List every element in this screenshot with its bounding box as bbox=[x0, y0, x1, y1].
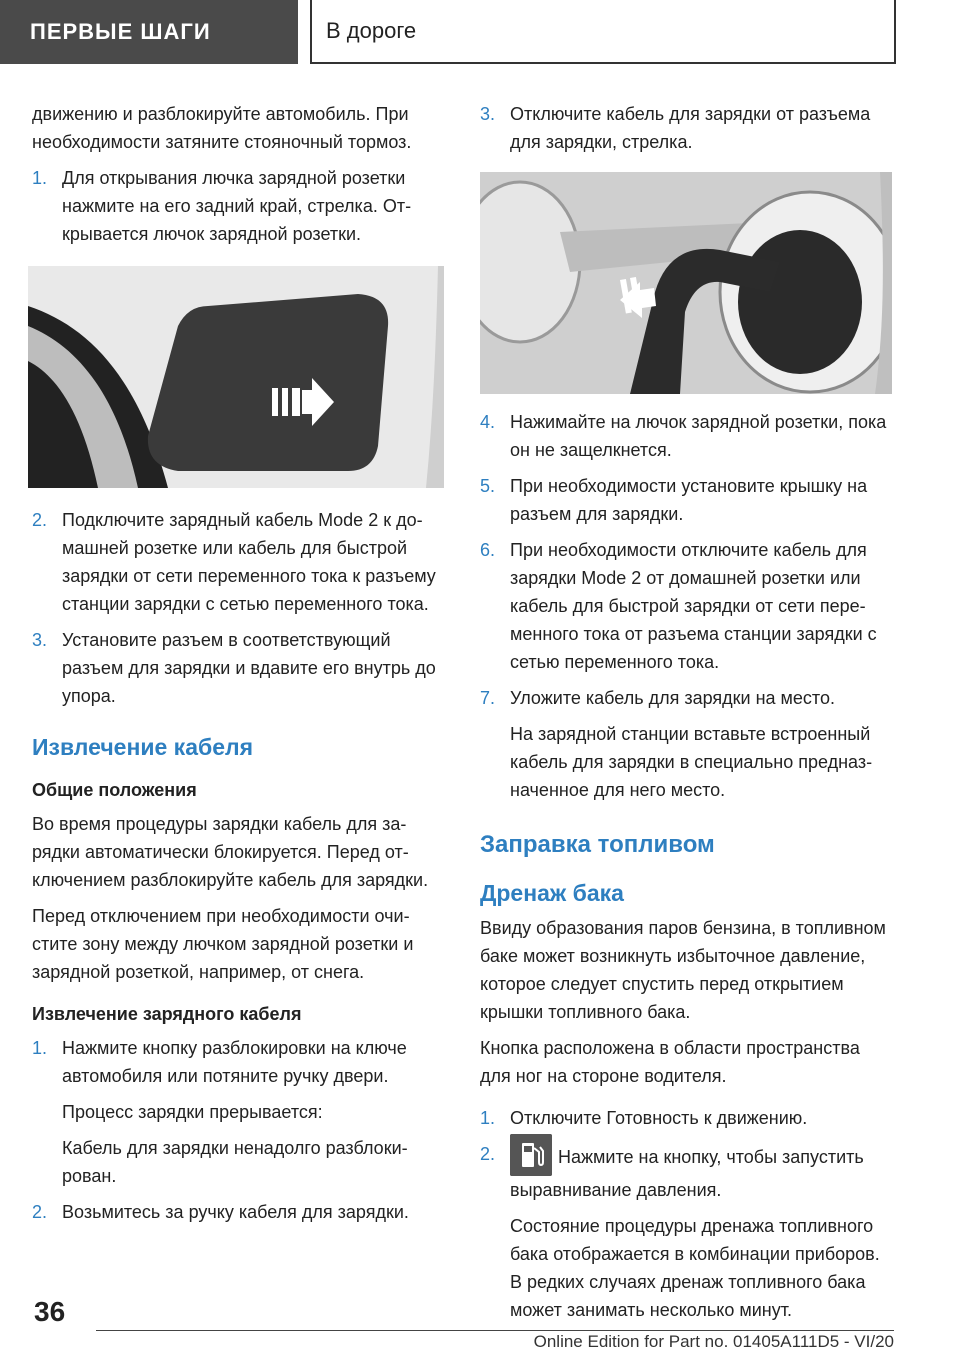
step-text: Отключите кабель для зарядки от разъема для зарядки, стрелка. bbox=[510, 104, 871, 152]
step-number: 1. bbox=[32, 168, 48, 188]
step-connect-cable bbox=[32, 506, 444, 618]
step-number: 3. bbox=[32, 630, 48, 650]
left-column bbox=[32, 100, 444, 1234]
step-text: Нажмите кнопку разблокировки на ключе автомобиля или потяните ручку двери. bbox=[62, 1038, 407, 1086]
step-number: 4. bbox=[480, 412, 496, 432]
step-unlock bbox=[32, 1034, 444, 1190]
heading-tank-drain: Дренаж бака bbox=[480, 880, 624, 906]
step-note: На зарядной станции вставьте встроенный кабель для зарядки в специально предназначенное для него место. bbox=[510, 724, 873, 800]
step-text: Возьмитесь за ручку кабеля для зарядки. bbox=[62, 1202, 409, 1222]
step-store-cable bbox=[480, 684, 894, 804]
step-install-cap bbox=[480, 472, 894, 528]
edition-note: Online Edition for Part no. 01405A111D5 - VI/20 bbox=[533, 1332, 894, 1351]
step-text: Нажмите на кнопку, чтобы запустить выравнивание давления. bbox=[510, 1146, 864, 1200]
general-paragraph-2: Перед отключением при необходимости очистите зону между лючком зарядной розетки и зарядной розеткой, например, от снега. bbox=[32, 906, 414, 982]
chapter-tab: В дороге bbox=[310, 0, 896, 64]
step-text: Уложите кабель для зарядки на место. bbox=[510, 688, 835, 708]
step-close-flap bbox=[480, 408, 894, 464]
step-text: Установите разъем в соответствующий разъем для зарядки и вдавите его внутрь до упора. bbox=[62, 630, 436, 706]
step-number: 1. bbox=[480, 1108, 496, 1128]
step-press-button bbox=[480, 1140, 894, 1324]
step-text: Отключите Готовность к движению. bbox=[510, 1108, 808, 1128]
subheading-remove-cable: Извлечение зарядного кабеля bbox=[32, 1004, 302, 1024]
step-text: Подключите зарядный кабель Mode 2 к домашней розетке или кабель для быстрой зарядки от сети переменного тока к разъему станции зарядки с сетью переменного тока. bbox=[62, 510, 436, 614]
charging-plug-photo bbox=[480, 172, 892, 394]
page-number: 36 bbox=[34, 1296, 66, 1327]
charging-flap-photo bbox=[28, 266, 444, 488]
drain-paragraph-1: Ввиду образования паров бензина, в топливном баке может возникнуть избыточное давление, которое следует спустить перед открытием крышки топливного бака. bbox=[480, 918, 886, 1022]
general-paragraph-1: Во время процедуры зарядки кабель для зарядки автоматически блокируется. Перед отключением разблокируйте кабель для зарядки. bbox=[32, 814, 429, 890]
heading-refueling: Заправка топливом bbox=[480, 831, 715, 858]
step-number: 2. bbox=[32, 1202, 48, 1222]
step-number: 2. bbox=[480, 1144, 496, 1164]
step-number: 2. bbox=[32, 510, 48, 530]
footer-divider bbox=[96, 1330, 894, 1331]
fuel-pump-icon bbox=[510, 1134, 552, 1176]
step-number: 6. bbox=[480, 540, 496, 560]
step-text: Нажимайте на лючок зарядной розетки, пока он не защелкнется. bbox=[510, 412, 887, 460]
right-column bbox=[480, 100, 894, 1332]
step-number: 7. bbox=[480, 688, 496, 708]
step-standby-off bbox=[480, 1104, 894, 1132]
step-open-flap bbox=[32, 164, 444, 248]
step-disconnect bbox=[480, 100, 894, 156]
step-text: При необходимости отключите кабель для зарядки Mode 2 от домашней розетки или кабель для быстрой зарядки от сети переменного тока от разъема станции зарядки с сетью переменного тока. bbox=[510, 540, 877, 672]
step-grab-handle bbox=[32, 1198, 444, 1226]
intro-paragraph: движению и разблокируйте автомобиль. При необходимости затяните стояночный тормоз. bbox=[32, 104, 412, 152]
step-number: 5. bbox=[480, 476, 496, 496]
subheading-general: Общие положения bbox=[32, 780, 197, 800]
step-note: Кабель для зарядки ненадолго разблокирован. bbox=[62, 1138, 408, 1186]
section-tab: ПЕРВЫЕ ШАГИ bbox=[0, 0, 298, 64]
step-note: Процесс зарядки прерывается: bbox=[62, 1102, 323, 1122]
step-unplug-home bbox=[480, 536, 894, 676]
heading-cable-removal: Извлечение кабеля bbox=[32, 734, 254, 760]
step-number: 1. bbox=[32, 1038, 48, 1058]
step-insert-plug bbox=[32, 626, 444, 710]
step-text: При необходимости установите крышку на разъем для зарядки. bbox=[510, 476, 868, 524]
step-number: 3. bbox=[480, 104, 496, 124]
drain-paragraph-2: Кнопка расположена в области пространства для ног на стороне водителя. bbox=[480, 1038, 860, 1086]
step-text: Для открывания лючка зарядной розетки нажмите на его задний край, стрелка. Открывается лючок зарядной розетки. bbox=[62, 168, 412, 244]
step-note: Состояние процедуры дренажа топливного бака отображается в комбинации приборов. В редких случаях дренаж топливного бака может занимать несколько минут. bbox=[510, 1216, 880, 1320]
